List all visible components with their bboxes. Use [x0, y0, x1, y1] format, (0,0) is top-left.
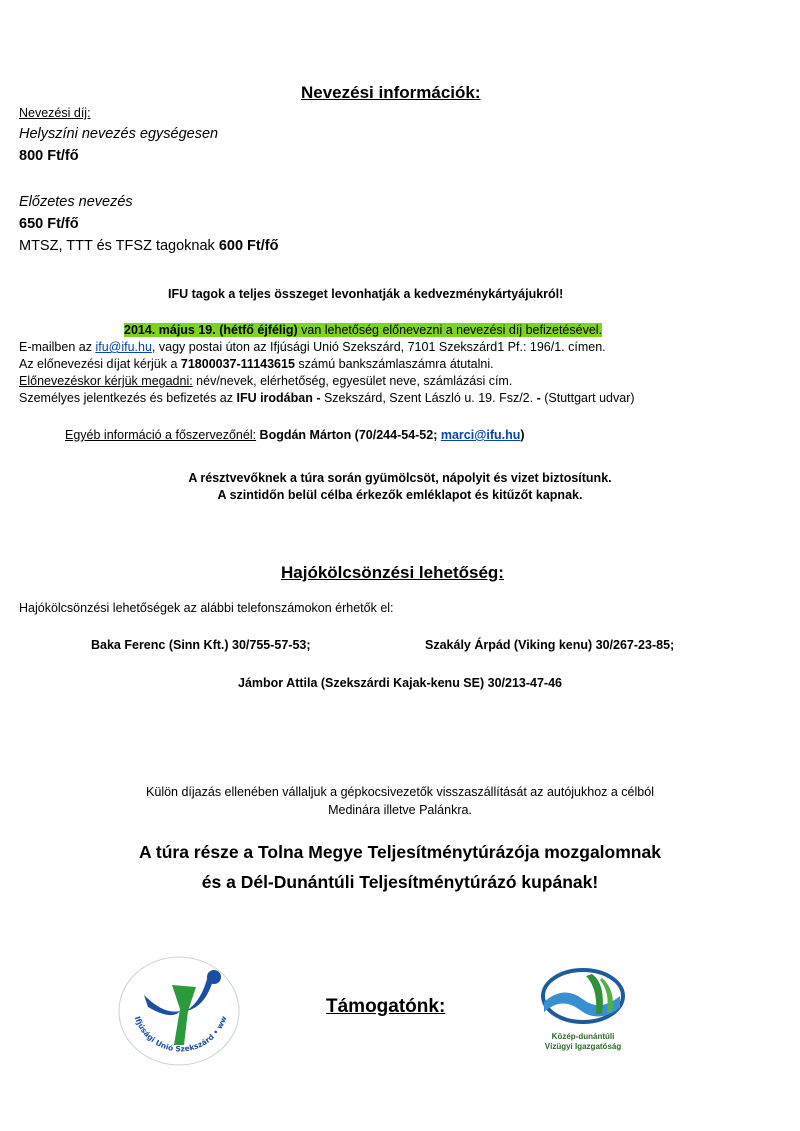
organizer-name: Bogdán Márton (70/244-54-52; [256, 428, 441, 442]
member-price-line [19, 238, 278, 254]
ifu-note: IFU tagok a teljes összeget levonhatják a kedvezménykártyájukról! [168, 287, 564, 301]
ifu-head [207, 970, 221, 984]
boat-contact-1: Baka Ferenc (Sinn Kft.) 30/755-57-53; [91, 638, 311, 652]
organizer-close: ) [520, 428, 525, 442]
organizer-line [65, 428, 525, 442]
account-line [19, 357, 494, 371]
personal-dash: - [536, 391, 541, 405]
pre-ask-label: Előnevezéskor kérjük megadni: [19, 374, 193, 388]
personal-tail: (Stuttgart udvar) [540, 391, 635, 405]
personal-prefix: Személyes jelentkezés és befizetés az [19, 391, 237, 405]
water-authority-logo [528, 966, 638, 1061]
pre-label: Előzetes nevezés [19, 194, 133, 210]
account-prefix: Az előnevezési díjat kérjük a [19, 357, 181, 371]
water-logo-line-1: Közép-dunántúli [551, 1032, 615, 1041]
entry-title: Nevezési információk: [301, 83, 481, 102]
account-rest: számú bankszámlaszámra átutalni. [294, 357, 494, 371]
boat-contact-2: Szakály Árpád (Viking kenu) 30/267-23-85; [425, 638, 675, 652]
organizer-email[interactable]: marci@ifu.hu [440, 428, 521, 442]
email-link[interactable]: ifu@ifu.hu [95, 340, 152, 354]
pre-price: 650 Ft/fő [19, 216, 79, 232]
member-prefix: MTSZ, TTT és TFSZ tagoknak [19, 238, 219, 254]
onsite-price: 800 Ft/fő [19, 148, 79, 164]
personal-line [19, 391, 635, 405]
transport-line-2: Medinára illetve Palánkra. [328, 803, 472, 817]
boat-contact-3: Jámbor Attila (Szekszárdi Kajak-kenu SE) 30/213-47-46 [238, 676, 562, 690]
organizer-label: Egyéb információ a főszervezőnél: [65, 428, 257, 442]
email-prefix: E-mailben az [19, 340, 96, 354]
deadline-rest: van lehetőség előnevezni a nevezési díj befizetésével. [297, 323, 603, 337]
water-logo-line-2: Vízügyi Igazgatóság [544, 1042, 622, 1051]
series-line-1: A túra része a Tolna Megye Teljesítménytúrázója mozgalomnak [139, 842, 661, 862]
personal-office: IFU irodában - [236, 391, 321, 405]
boats-intro: Hajókölcsönzési lehetőségek az alábbi telefonszámokon érhetők el: [19, 601, 394, 615]
ifu-logo-graphic [114, 955, 244, 1067]
account-number: 71800037-11143615 [180, 357, 295, 371]
ifu-logo-text: Ifjúsági Unió Szekszárd • ww [132, 1014, 229, 1054]
fee-label: Nevezési díj: [19, 106, 91, 120]
provide-line-2: A szintidőn belül célba érkezők emléklapot és kitűzőt kapnak. [217, 488, 583, 502]
ifu-logo [114, 955, 244, 1067]
personal-addr: Szekszárd, Szent László u. 19. Fsz/2. [320, 391, 537, 405]
pre-ask-line [19, 374, 512, 388]
water-logo-caption [528, 1032, 638, 1052]
deadline-line [124, 323, 602, 337]
member-price: 600 Ft/fő [218, 238, 279, 254]
boats-title: Hajókölcsönzési lehetőség: [281, 563, 504, 582]
email-line [19, 340, 606, 354]
provide-line-1: A résztvevőknek a túra során gyümölcsöt, nápolyit és vizet biztosítunk. [188, 471, 612, 485]
email-rest: , vagy postai úton az Ifjúsági Unió Szekszárd, 7101 Szekszárd1 Pf.: 196/1. címen. [151, 340, 606, 354]
series-line-2: és a Dél-Dunántúli Teljesítménytúrázó kupának! [201, 872, 599, 892]
onsite-label: Helyszíni nevezés egységesen [19, 126, 219, 142]
transport-line-1: Külön díjazás ellenében vállaljuk a gépkocsivezetők visszaszállítását az autójukhoz a célból [146, 785, 654, 799]
water-logo-graphic [528, 966, 638, 1028]
sponsors-label: Támogatónk: [326, 996, 446, 1017]
deadline-bold: 2014. május 19. (hétfő éjfélig) [124, 323, 298, 337]
pre-ask-rest: név/nevek, elérhetőség, egyesület neve, számlázási cím. [192, 374, 513, 388]
